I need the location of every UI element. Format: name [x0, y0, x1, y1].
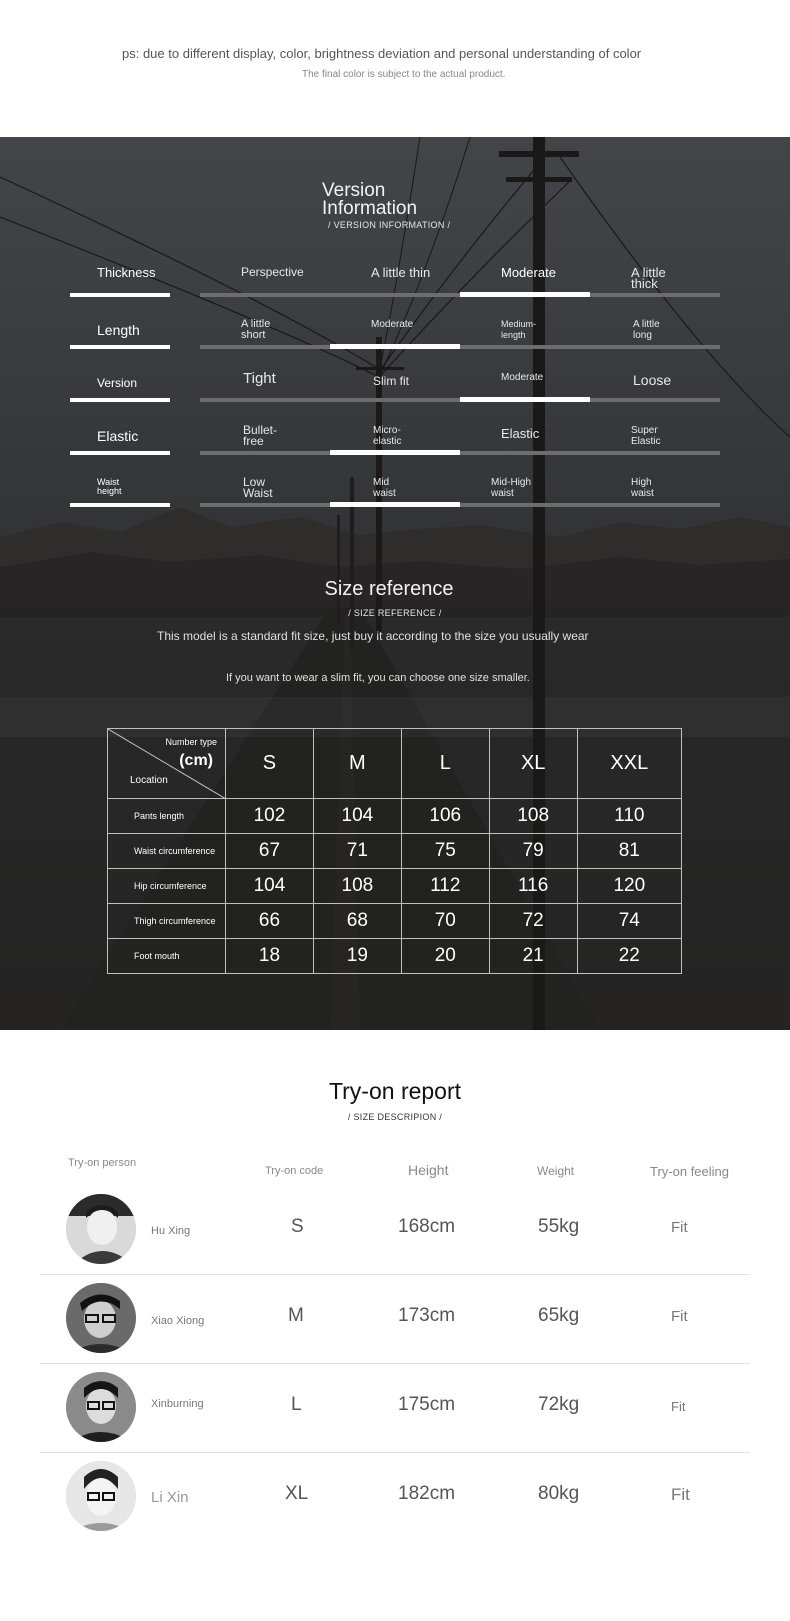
measurement-value: 81: [577, 834, 681, 869]
column-header-person: Try-on person: [68, 1157, 137, 1169]
measurement-value: 72: [489, 904, 577, 939]
person-feeling: Fit: [671, 1485, 690, 1504]
number-type-label: Number type: [165, 737, 217, 747]
location-label: Location: [130, 775, 168, 786]
tryon-report-title: Try-on report: [328, 1078, 462, 1104]
person-weight: 65kg: [538, 1305, 580, 1326]
size-header-cell: XL: [489, 729, 577, 799]
column-header-code: Try-on code: [265, 1165, 324, 1177]
size-reference-subtitle: / SIZE REFERENCE /: [348, 608, 442, 618]
measurement-value: 66: [226, 904, 314, 939]
size-header-cell: XXL: [577, 729, 681, 799]
measurement-value: 70: [401, 904, 489, 939]
size-header-cell: M: [313, 729, 401, 799]
color-notice: [0, 0, 790, 137]
person-code: S: [291, 1216, 304, 1237]
measurement-value: 116: [489, 869, 577, 904]
version-row-waist-height: [70, 467, 720, 517]
measurement-value: 21: [489, 939, 577, 974]
version-row-thickness: [70, 257, 720, 307]
version-row-label: Thickness: [97, 265, 156, 280]
measurement-value: 106: [401, 799, 489, 834]
size-chart-row: [108, 834, 682, 869]
version-option: Mid-High waist: [491, 477, 532, 499]
person-feeling: Fit: [671, 1308, 688, 1325]
measurement-value: 104: [226, 869, 314, 904]
person-height: 173cm: [398, 1305, 456, 1326]
column-header-weight: Weight: [537, 1164, 575, 1178]
size-chart-row: [108, 799, 682, 834]
measurement-value: 108: [313, 869, 401, 904]
tryon-person-row: [40, 1453, 750, 1542]
avatar: [66, 1194, 136, 1264]
version-option: A little thin: [371, 265, 431, 280]
person-photo: [66, 1194, 136, 1264]
version-option: Medium-length: [501, 319, 537, 340]
size-chart-row: [108, 939, 682, 974]
version-row-label-bar: [70, 345, 170, 349]
version-option: Super Elastic: [631, 425, 661, 447]
version-row-version: [70, 362, 720, 412]
size-header-cell: S: [226, 729, 314, 799]
size-chart-row: [108, 904, 682, 939]
version-row-label: Version: [97, 376, 138, 390]
person-code: XL: [285, 1483, 309, 1504]
measurement-label: Thigh circumference: [108, 904, 226, 939]
size-note-slim: If you want to wear a slim fit, you can choose one size smaller.: [226, 672, 530, 684]
version-option-selected: Mid waist: [373, 477, 396, 499]
size-chart-header-row: [108, 729, 682, 799]
version-option-selected: Moderate: [371, 319, 414, 330]
version-option: Perspective: [241, 265, 304, 279]
person-code: L: [291, 1394, 302, 1415]
measurement-value: 18: [226, 939, 314, 974]
version-option: A little short: [241, 318, 271, 341]
version-option: Bullet-free: [243, 423, 278, 448]
version-option: Loose: [633, 372, 672, 388]
column-header-feeling: Try-on feeling: [650, 1164, 729, 1179]
version-option: A little thick: [631, 265, 666, 291]
measurement-value: 74: [577, 904, 681, 939]
version-option-selected: Moderate: [501, 372, 544, 383]
person-feeling: Fit: [671, 1219, 688, 1236]
color-notice-line1: ps: due to different display, color, brightness deviation and personal understanding of color: [122, 46, 642, 61]
version-row-track: [200, 451, 720, 455]
person-weight: 72kg: [538, 1394, 580, 1415]
size-chart-row: [108, 869, 682, 904]
version-row-label-bar: [70, 293, 170, 297]
version-row-track: [200, 345, 720, 349]
person-code: M: [288, 1305, 304, 1326]
size-header-cell: L: [401, 729, 489, 799]
version-option-selected: Moderate: [501, 265, 556, 280]
version-option: Slim fit: [373, 374, 409, 388]
tryon-person-row: [40, 1275, 750, 1364]
person-name: Li Xin: [151, 1489, 189, 1506]
measurement-value: 71: [313, 834, 401, 869]
measurement-value: 79: [489, 834, 577, 869]
column-header-height: Height: [408, 1162, 449, 1178]
measurement-value: 68: [313, 904, 401, 939]
person-name: Xiao Xiong: [151, 1315, 205, 1327]
measurement-label: Waist circumference: [108, 834, 226, 869]
version-row-selected-bar: [330, 450, 460, 455]
measurement-value: 104: [313, 799, 401, 834]
version-option: A little long: [633, 319, 660, 341]
version-row-label-bar: [70, 451, 170, 455]
person-height: 168cm: [398, 1216, 456, 1237]
version-option: Tight: [243, 370, 276, 387]
version-info-title: Version Information: [322, 180, 418, 219]
size-chart-table: [107, 728, 682, 974]
person-name: Xinburning: [151, 1398, 204, 1410]
person-photo: [66, 1372, 136, 1442]
version-info-subtitle: / VERSION INFORMATION /: [328, 220, 451, 230]
measurement-value: 120: [577, 869, 681, 904]
color-notice-line2: The final color is subject to the actual product.: [302, 69, 506, 80]
person-weight: 55kg: [538, 1216, 580, 1237]
version-row-label-bar: [70, 503, 170, 507]
measurement-value: 110: [577, 799, 681, 834]
version-option-selected: Micro-elastic: [373, 425, 402, 447]
avatar: [66, 1283, 136, 1353]
person-height: 175cm: [398, 1394, 456, 1415]
measurement-value: 22: [577, 939, 681, 974]
measurement-value: 108: [489, 799, 577, 834]
version-row-label-bar: [70, 398, 170, 402]
measurement-value: 75: [401, 834, 489, 869]
version-row-label: Waist height: [97, 477, 122, 496]
version-row-selected-bar: [460, 292, 590, 297]
measurement-value: 19: [313, 939, 401, 974]
person-feeling: Fit: [671, 1399, 686, 1414]
unit-label: (cm): [179, 752, 213, 769]
tryon-person-row: [40, 1364, 750, 1453]
person-photo: [66, 1283, 136, 1353]
version-option: Elastic: [501, 426, 540, 441]
version-row-selected-bar: [330, 344, 460, 349]
measurement-value: 20: [401, 939, 489, 974]
version-option: High waist: [631, 477, 654, 499]
size-note-fit: This model is a standard fit size, just buy it according to the size you usually wear: [157, 629, 589, 643]
version-row-track: [200, 503, 720, 507]
measurement-value: 112: [401, 869, 489, 904]
version-row-label: Elastic: [97, 428, 139, 444]
measurement-label: Hip circumference: [108, 869, 226, 904]
person-height: 182cm: [398, 1483, 456, 1504]
version-row-elastic: [70, 415, 720, 465]
person-weight: 80kg: [538, 1483, 580, 1504]
person-photo: [66, 1461, 136, 1531]
measurement-label: Foot mouth: [108, 939, 226, 974]
size-reference-title: Size reference: [324, 578, 454, 600]
measurement-label: Pants length: [108, 799, 226, 834]
version-row-selected-bar: [460, 397, 590, 402]
person-name: Hu Xing: [151, 1225, 191, 1237]
version-row-label: Length: [97, 322, 140, 338]
tryon-person-row: [40, 1186, 750, 1275]
size-chart-corner-cell: [108, 729, 226, 799]
tryon-report-subtitle: / SIZE DESCRIPION /: [347, 1112, 443, 1122]
version-row-length: [70, 309, 720, 359]
measurement-value: 102: [226, 799, 314, 834]
measurement-value: 67: [226, 834, 314, 869]
version-row-selected-bar: [330, 502, 460, 507]
avatar: [66, 1372, 136, 1442]
avatar: [66, 1461, 136, 1531]
version-option: Low Waist: [243, 475, 273, 500]
